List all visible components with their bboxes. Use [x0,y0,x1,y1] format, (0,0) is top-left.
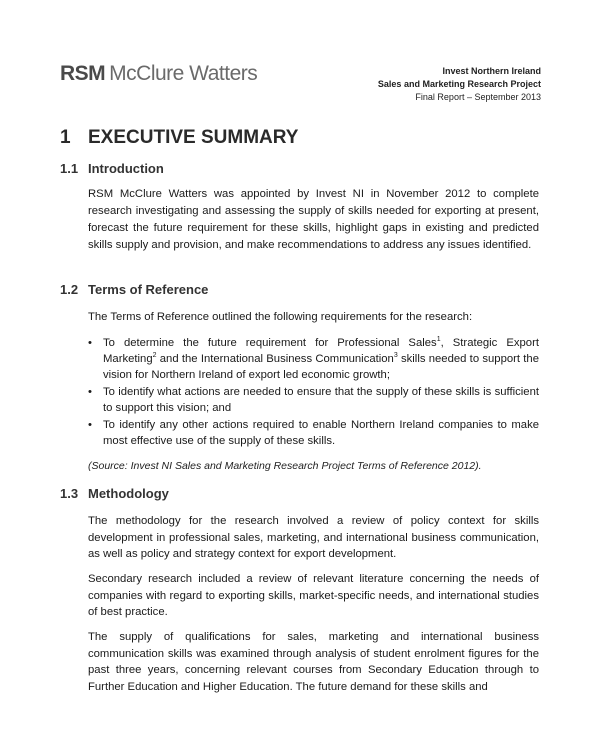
bullet-text: To identify any other actions required to enable Northern Ireland companies to make most effective use of the supply of these skills. [103,419,539,447]
header-line-1: Invest Northern Ireland [442,66,541,76]
company-logo [60,62,257,86]
method-paragraph-3: The supply of qualifications for sales, marketing and international business communication skills was examined through analysis of student enrolment figures for the past three years, concerning relevant courses from Secondary Education through to Further Education and Higher Education. The future demand for these skills and [88,631,539,693]
bullet-text-part: and the International Business Communication [156,353,394,365]
bullet-item [88,417,539,449]
logo-rsm-text: RSM [60,62,106,85]
bullet-text-part: , Strategic Export Marketing [103,337,539,365]
method-paragraph-1: The methodology for the research involved a review of policy context for skills development in professional sales, marketing, and international business communication, as well as policy and strategy context for export development. [88,515,539,560]
bullet-item [88,335,539,383]
terms-number: 1.2 [60,282,79,297]
header-line-2: Sales and Marketing Research Project [377,79,541,89]
header-line-3: Final Report – September 2013 [415,92,541,102]
footnote-ref: 1 [436,336,441,344]
section-title [60,127,298,149]
bullet-text [103,335,539,383]
intro-title: Introduction [88,161,164,176]
bullet-marker: • [88,337,92,349]
bullet-item [88,384,539,416]
terms-title: Terms of Reference [88,282,209,297]
intro-heading [60,161,164,176]
terms-lead: The Terms of Reference outlined the following requirements for the research: [88,311,473,323]
method-heading [60,486,169,501]
method-paragraph-2: Secondary research included a review of relevant literature concerning the needs of companies with regard to exporting skills, market-specific needs, and international studies of best practice. [88,573,539,618]
intro-paragraph: RSM McClure Watters was appointed by Invest NI in November 2012 to complete research investigating and assessing the supply of skills needed for exporting at present, forecast the future requirement for these skills, highlight gaps in existing and predicted skills supply and provision, and make recommendations to address any issues identified. [88,188,539,251]
method-title: Methodology [88,486,169,501]
terms-heading [60,282,208,297]
bullet-marker: • [88,386,92,398]
section-number: 1 [60,127,71,148]
bullet-marker: • [88,419,92,431]
intro-number: 1.1 [60,161,79,176]
logo-rest-text: McClure Watters [109,62,258,85]
bullet-text-part: To determine the future requirement for Professional Sales [103,337,437,349]
running-header [378,65,541,104]
terms-bullet-list [88,335,539,450]
footnote-ref: 2 [152,352,157,360]
section-title-text: EXECUTIVE SUMMARY [88,127,299,148]
method-number: 1.3 [60,486,79,501]
terms-source-note: (Source: Invest NI Sales and Marketing Research Project Terms of Reference 2012). [88,460,482,472]
footnote-ref: 3 [393,352,398,360]
bullet-text-part: skills needed to support the vision for Northern Ireland of export led economic growth; [103,353,539,381]
bullet-text: To identify what actions are needed to ensure that the supply of these skills is sufficient to support this vision; and [103,386,539,414]
